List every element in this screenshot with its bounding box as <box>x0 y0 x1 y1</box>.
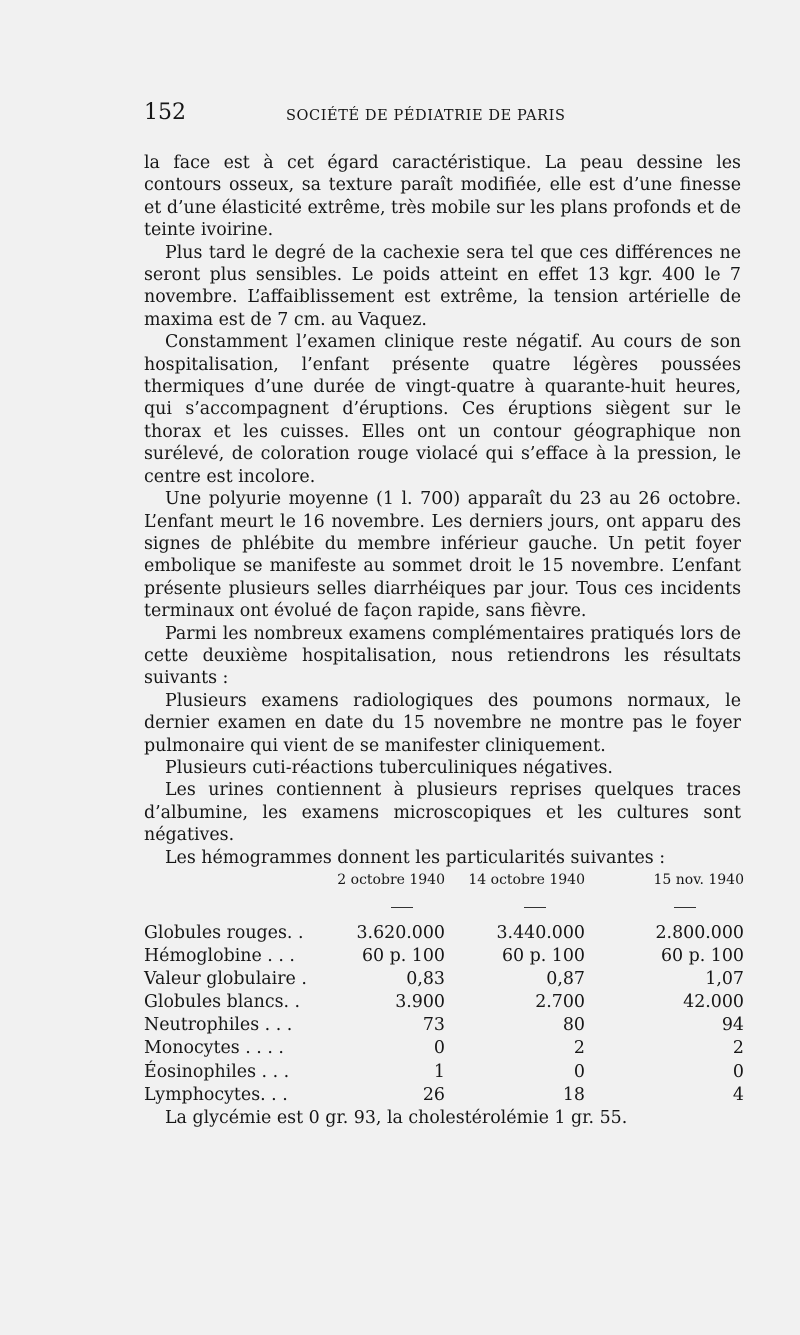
table-cell: 0,83 <box>406 969 445 990</box>
table-cell: 3.900 <box>395 992 445 1013</box>
table-cell: 0 <box>433 1038 445 1059</box>
row-label: Neutrophiles . . . <box>144 1015 293 1036</box>
table-cell: 73 <box>422 1015 445 1036</box>
table-cell: 18 <box>562 1084 585 1105</box>
paragraph: Les urines contiennent à plusieurs reprises quelques traces d’albumine, les examens microscopiques et les cultures sont négatives. <box>144 780 741 846</box>
table-cell: 60 p. 100 <box>501 946 585 967</box>
table-row <box>144 1084 744 1107</box>
table-row <box>144 945 744 968</box>
row-label: Hémoglobine . . . <box>144 946 295 967</box>
table-row <box>144 1014 744 1037</box>
final-line-text: La glycémie est 0 gr. 93, la cholestérolémie 1 gr. 55. <box>165 1108 628 1128</box>
row-label: Globules blancs. . <box>144 992 301 1013</box>
table-cell: 94 <box>721 1015 744 1036</box>
table-row <box>144 1061 744 1084</box>
table-cell: 2.800.000 <box>655 923 744 943</box>
paragraph: Plus tard le degré de la cachexie sera tel que ces différences ne seront plus sensibles. Le poids atteint en effet 13 kgr. 400 le 7 novembre. L’affaiblissement est extrême, la tension artérielle de maxima est de 7 cm. au Vaquez. <box>144 242 741 330</box>
table-row <box>144 991 744 1014</box>
table-header-row <box>144 872 744 894</box>
paragraph: la face est à cet égard caractéristique. La peau dessine les contours osseux, sa texture paraît modifiée, elle est d’une finesse et d’une élasticité extrême, très mobile sur les plans profonds et de teinte ivoirine. <box>144 153 741 241</box>
table-cell: 1 <box>433 1061 445 1082</box>
table-cell: 2 <box>573 1038 585 1059</box>
running-title: SOCIÉTÉ DE PÉDIATRIE DE PARIS <box>286 108 566 124</box>
page-header <box>144 100 744 132</box>
table-row <box>144 1037 744 1060</box>
column-header: 14 octobre 1940 <box>468 872 585 888</box>
header-dash <box>391 907 413 908</box>
body-text <box>144 152 741 869</box>
final-line <box>144 1107 744 1129</box>
table-cell: 0 <box>573 1061 585 1082</box>
table-cell: 42.000 <box>683 992 744 1013</box>
paragraph: Constamment l’examen clinique reste négatif. Au cours de son hospitalisation, l’enfant présente quatre légères poussées thermiques d’une durée de vingt-quatre à quarante-huit heures, qui s’accompagnent d’éruptions. Ces éruptions siègent sur le thorax et les cuisses. Elles ont un contour géographique non surélevé, de coloration rouge violacé qui s’efface à la pression, le centre est incolore. <box>144 332 741 487</box>
row-label: Globules rouges. . <box>144 923 304 943</box>
table-cell: 26 <box>422 1084 445 1105</box>
header-dash <box>674 907 696 908</box>
table-cell: 80 <box>562 1015 585 1036</box>
header-dash <box>524 907 546 908</box>
table-cell: 0,87 <box>546 969 585 990</box>
row-label: Monocytes . . . . <box>144 1038 284 1059</box>
table-cell: 60 p. 100 <box>361 946 445 967</box>
paragraph: Plusieurs examens radiologiques des poumons normaux, le dernier examen en date du 15 novembre ne montre pas le foyer pulmonaire qui vient de se manifester cliniquement. <box>144 690 741 756</box>
row-label: Lymphocytes. . . <box>144 1084 288 1105</box>
table-cell: 2 <box>732 1038 744 1059</box>
table-cell: 1,07 <box>705 969 744 990</box>
column-header: 2 octobre 1940 <box>337 872 445 888</box>
hemogram-table <box>144 872 744 1107</box>
column-header: 15 nov. 1940 <box>653 872 744 888</box>
table-row <box>144 922 744 945</box>
paragraph: Une polyurie moyenne (1 l. 700) apparaît du 23 au 26 octobre. L’enfant meurt le 16 novembre. Les derniers jours, ont apparu des signes de phlébite du membre inférieur gauche. Un petit foyer embolique se manifeste au sommet droit le 15 novembre. L’enfant présente plusieurs selles diarrhéiques par jour. Tous ces incidents terminaux ont évolué de façon rapide, sans fièvre. <box>144 489 741 622</box>
paragraph: Les hémogrammes donnent les particularités suivantes : <box>165 847 666 868</box>
table-cell: 3.440.000 <box>496 923 585 943</box>
row-label: Valeur globulaire . <box>144 969 307 990</box>
table-cell: 3.620.000 <box>356 923 445 943</box>
paragraph: Plusieurs cuti-réactions tuberculiniques négatives. <box>165 757 613 778</box>
page-number: 152 <box>144 100 186 125</box>
row-label: Éosinophiles . . . <box>144 1061 290 1082</box>
table-row <box>144 968 744 991</box>
table-cell: 0 <box>732 1061 744 1082</box>
header-rule-row <box>144 894 744 922</box>
table-cell: 2.700 <box>535 992 585 1013</box>
paragraph: Parmi les nombreux examens complémentaires pratiqués lors de cette deuxième hospitalisation, nous retiendrons les résultats suivants : <box>144 623 741 689</box>
table-cell: 60 p. 100 <box>660 946 744 967</box>
table-cell: 4 <box>732 1084 744 1105</box>
